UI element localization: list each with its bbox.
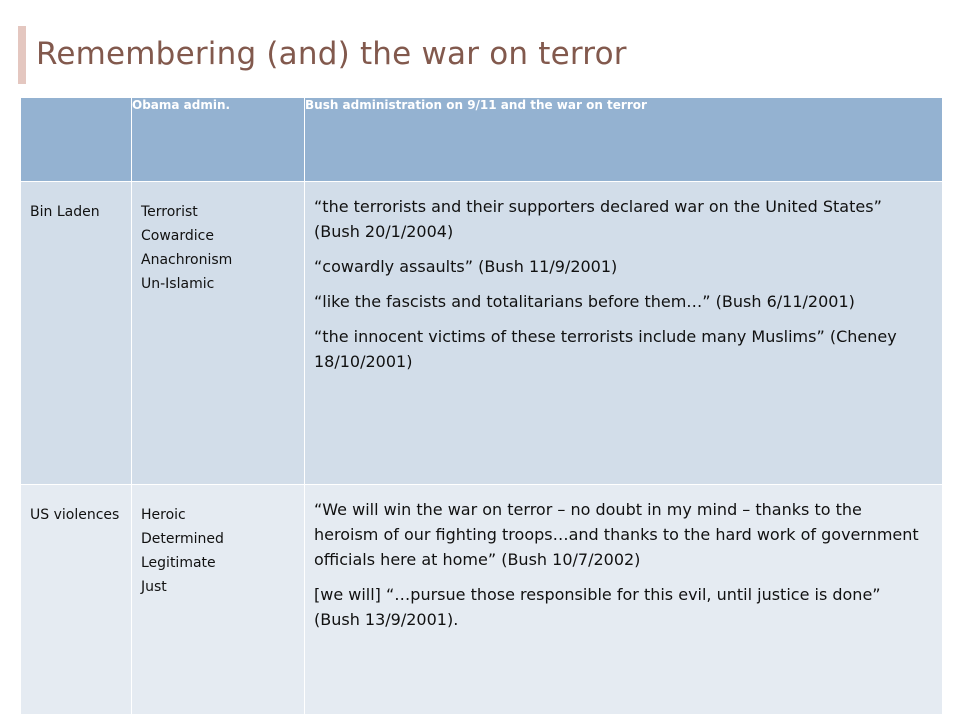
quote: “the terrorists and their supporters declared war on the United States” (Bush 20/1/2004) — [314, 197, 882, 241]
term: Terrorist — [141, 204, 198, 220]
row-label: Bin Laden — [21, 182, 132, 485]
quote: “the innocent victims of these terrorists include many Muslims” (Cheney 18/10/2001) — [314, 327, 897, 371]
quote: “We will win the war on terror – no doubt in my mind – thanks to the heroism of our fighting troops…and thanks to the hard work of government officials here at home” (Bush 10/7/2002) — [314, 500, 919, 569]
slide-title: Remembering (and) the war on terror — [36, 36, 627, 72]
term: Determined — [141, 531, 224, 547]
header-cell-obama: Obama admin. — [132, 98, 305, 182]
table-row — [21, 485, 943, 715]
header-cell-empty — [21, 98, 132, 182]
obama-terms-cell — [132, 485, 305, 715]
term: Un-Islamic — [141, 276, 215, 292]
table-row — [21, 182, 943, 485]
term: Anachronism — [141, 252, 233, 268]
header-cell-bush: Bush administration on 9/11 and the war on terror — [305, 98, 943, 182]
quote: [we will] “…pursue those responsible for this evil, until justice is done” (Bush 13/9/2001). — [314, 585, 881, 629]
title-accent-bar — [18, 26, 26, 84]
quote: “like the fascists and totalitarians before them…” (Bush 6/11/2001) — [314, 292, 855, 311]
row-label: US violences — [21, 485, 132, 715]
quote: “cowardly assaults” (Bush 11/9/2001) — [314, 257, 618, 276]
term: Heroic — [141, 507, 186, 523]
term: Just — [141, 579, 167, 595]
term: Cowardice — [141, 228, 214, 244]
bush-quotes-cell — [305, 182, 943, 485]
obama-terms-cell — [132, 182, 305, 485]
term: Legitimate — [141, 555, 216, 571]
bush-quotes-cell — [305, 485, 943, 715]
comparison-table — [20, 97, 943, 715]
table-header-row — [21, 98, 943, 182]
